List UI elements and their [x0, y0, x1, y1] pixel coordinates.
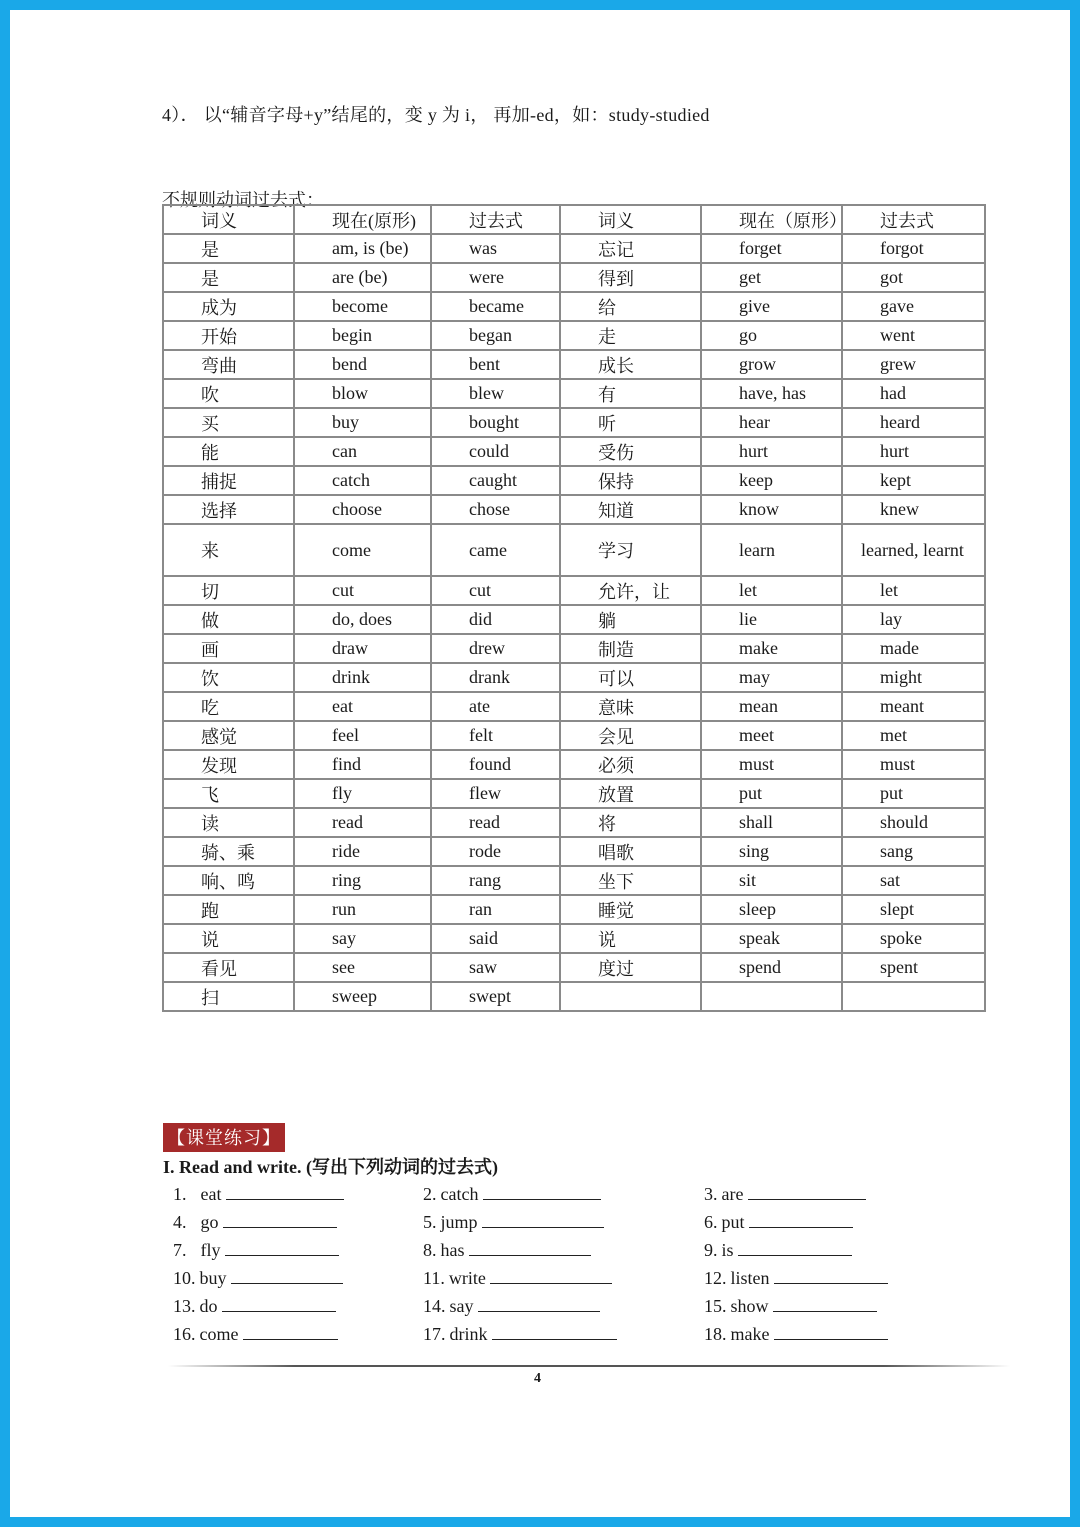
exercise-item — [173, 1323, 338, 1345]
table-cell: sit — [701, 866, 842, 895]
table-cell: should — [842, 808, 985, 837]
table-cell: 读 — [163, 808, 294, 837]
exercise-item-word: say — [449, 1296, 474, 1316]
exercise-item-word: show — [730, 1296, 769, 1316]
exercise-item-number: 13. — [173, 1296, 196, 1316]
table-cell: 来 — [163, 524, 294, 576]
table-cell: 给 — [560, 292, 701, 321]
table-cell: give — [701, 292, 842, 321]
table-cell: 看见 — [163, 953, 294, 982]
table-cell: 睡觉 — [560, 895, 701, 924]
table-cell: run — [294, 895, 431, 924]
answer-blank[interactable] — [223, 1211, 337, 1228]
table-cell: ran — [431, 895, 560, 924]
table-cell: 捕捉 — [163, 466, 294, 495]
exercise-item — [704, 1211, 853, 1233]
table-cell: 放置 — [560, 779, 701, 808]
exercise-item — [173, 1239, 339, 1261]
document-page — [10, 10, 1070, 1517]
exercise-item — [704, 1295, 877, 1317]
table-cell: 忘记 — [560, 234, 701, 263]
header-cell: 过去式 — [431, 205, 560, 234]
table-cell: 有 — [560, 379, 701, 408]
exercise-item — [173, 1295, 336, 1317]
table-cell: bought — [431, 408, 560, 437]
exercise-item-number: 10. — [173, 1268, 196, 1288]
irregular-verbs-table — [162, 204, 986, 1012]
table-row — [163, 234, 985, 263]
table-cell: speak — [701, 924, 842, 953]
table-cell: caught — [431, 466, 560, 495]
table-row — [163, 437, 985, 466]
exercise-item-number: 14. — [423, 1296, 446, 1316]
table-cell: 学习 — [560, 524, 701, 576]
exercise-item — [173, 1267, 343, 1289]
table-cell: 飞 — [163, 779, 294, 808]
table-cell: blew — [431, 379, 560, 408]
table-cell: learn — [701, 524, 842, 576]
table-cell: made — [842, 634, 985, 663]
table-cell: go — [701, 321, 842, 350]
table-cell: kept — [842, 466, 985, 495]
table-cell: know — [701, 495, 842, 524]
exercise-item-number: 8. — [423, 1240, 437, 1260]
exercise-item-word: go — [200, 1212, 219, 1232]
table-cell: 度过 — [560, 953, 701, 982]
exercise-item-number: 1. — [173, 1184, 187, 1204]
answer-blank[interactable] — [773, 1295, 877, 1312]
header-cell: 现在(原形) — [294, 205, 431, 234]
table-cell: lie — [701, 605, 842, 634]
table-cell: drank — [431, 663, 560, 692]
exercise-item — [423, 1267, 612, 1289]
answer-blank[interactable] — [478, 1295, 600, 1312]
table-cell: catch — [294, 466, 431, 495]
exercise-item-number: 9. — [704, 1240, 718, 1260]
table-cell: bent — [431, 350, 560, 379]
table-cell: forget — [701, 234, 842, 263]
table-cell: 选择 — [163, 495, 294, 524]
table-cell: keep — [701, 466, 842, 495]
table-row — [163, 350, 985, 379]
exercise-item-word: is — [721, 1240, 734, 1260]
exercise-item-word: put — [721, 1212, 745, 1232]
table-cell: say — [294, 924, 431, 953]
answer-blank[interactable] — [483, 1183, 601, 1200]
table-row — [163, 837, 985, 866]
table-row — [163, 408, 985, 437]
table-row — [163, 634, 985, 663]
exercise-item-word: eat — [200, 1184, 222, 1204]
exercise-item — [704, 1323, 888, 1345]
exercise-item — [704, 1239, 852, 1261]
table-cell: shall — [701, 808, 842, 837]
exercise-item-number: 15. — [704, 1296, 727, 1316]
exercise-title-cn: (写出下列动词的过去式) — [306, 1157, 498, 1177]
exercise-item-word: jump — [440, 1212, 478, 1232]
table-cell: 是 — [163, 263, 294, 292]
table-cell: begin — [294, 321, 431, 350]
exercise-item-word: catch — [440, 1184, 479, 1204]
table-cell: 做 — [163, 605, 294, 634]
table-cell: are (be) — [294, 263, 431, 292]
table-row — [163, 779, 985, 808]
table-cell: got — [842, 263, 985, 292]
table-cell: rang — [431, 866, 560, 895]
table-cell: eat — [294, 692, 431, 721]
table-cell: ate — [431, 692, 560, 721]
table-cell: can — [294, 437, 431, 466]
exercise-item-word: listen — [730, 1268, 770, 1288]
answer-blank[interactable] — [225, 1239, 339, 1256]
exercise-item-word: do — [199, 1296, 218, 1316]
exercise-item — [423, 1239, 591, 1261]
answer-blank[interactable] — [492, 1323, 617, 1340]
answer-blank[interactable] — [222, 1295, 336, 1312]
answer-blank[interactable] — [774, 1267, 888, 1284]
table-cell: 开始 — [163, 321, 294, 350]
table-cell: grew — [842, 350, 985, 379]
table-cell: came — [431, 524, 560, 576]
table-cell — [842, 982, 985, 1011]
exercise-item — [173, 1211, 337, 1233]
table-cell: 画 — [163, 634, 294, 663]
table-cell: 意味 — [560, 692, 701, 721]
answer-blank[interactable] — [469, 1239, 591, 1256]
table-cell: make — [701, 634, 842, 663]
table-cell: spoke — [842, 924, 985, 953]
table-row — [163, 524, 985, 576]
table-cell: learned, learnt — [842, 524, 985, 576]
exercise-item-number: 7. — [173, 1240, 187, 1260]
table-cell: may — [701, 663, 842, 692]
table-cell: 响、鸣 — [163, 866, 294, 895]
page-number: 4 — [534, 1371, 541, 1386]
table-cell: might — [842, 663, 985, 692]
table-cell: 吃 — [163, 692, 294, 721]
table-cell: drew — [431, 634, 560, 663]
table-cell: am, is (be) — [294, 234, 431, 263]
exercise-item — [704, 1183, 866, 1205]
table-cell — [560, 982, 701, 1011]
table-cell: let — [701, 576, 842, 605]
table-cell: lay — [842, 605, 985, 634]
table-cell: 饮 — [163, 663, 294, 692]
table-title: 不规则动词过去式： — [162, 190, 324, 210]
table-row — [163, 292, 985, 321]
table-cell: 发现 — [163, 750, 294, 779]
table-cell: blow — [294, 379, 431, 408]
exercise-item — [173, 1183, 344, 1205]
table-cell: come — [294, 524, 431, 576]
exercise-title-en: I. Read and write. — [163, 1157, 302, 1177]
table-cell: 可以 — [560, 663, 701, 692]
table-cell: chose — [431, 495, 560, 524]
table-cell: grow — [701, 350, 842, 379]
table-row — [163, 495, 985, 524]
table-row — [163, 750, 985, 779]
table-row — [163, 379, 985, 408]
table-cell: 会见 — [560, 721, 701, 750]
header-cell: 词义 — [163, 205, 294, 234]
table-cell: 走 — [560, 321, 701, 350]
table-row — [163, 895, 985, 924]
header-cell: 现在（原形） — [701, 205, 842, 234]
table-cell: 能 — [163, 437, 294, 466]
table-cell: was — [431, 234, 560, 263]
table-cell: ring — [294, 866, 431, 895]
table-header-row — [163, 205, 985, 234]
exercise-item-word: make — [730, 1324, 770, 1344]
table-cell: fly — [294, 779, 431, 808]
table-row — [163, 866, 985, 895]
exercise-item — [423, 1211, 604, 1233]
exercise-item-number: 16. — [173, 1324, 196, 1344]
footer-divider — [168, 1365, 1010, 1367]
table-cell: 受伤 — [560, 437, 701, 466]
answer-blank[interactable] — [490, 1267, 612, 1284]
table-cell: sleep — [701, 895, 842, 924]
answer-blank[interactable] — [774, 1323, 888, 1340]
table-cell: cut — [294, 576, 431, 605]
table-cell: became — [431, 292, 560, 321]
table-cell: spent — [842, 953, 985, 982]
exercise-item-number: 6. — [704, 1212, 718, 1232]
table-cell: 成长 — [560, 350, 701, 379]
exercise-title — [163, 1153, 498, 1179]
table-cell: mean — [701, 692, 842, 721]
rule-text: 4）． 以“辅音字母+y”结尾的，变 y 为 i， 再加-ed，如：study-studied — [162, 105, 710, 125]
table-cell: must — [842, 750, 985, 779]
answer-blank[interactable] — [226, 1183, 344, 1200]
exercise-item-word: buy — [199, 1268, 227, 1288]
table-cell: meant — [842, 692, 985, 721]
table-cell: 制造 — [560, 634, 701, 663]
table-cell: knew — [842, 495, 985, 524]
answer-blank[interactable] — [482, 1211, 604, 1228]
table-cell: put — [842, 779, 985, 808]
table-cell: were — [431, 263, 560, 292]
table-cell: ride — [294, 837, 431, 866]
exercise-item-word: come — [199, 1324, 239, 1344]
table-cell: sat — [842, 866, 985, 895]
table-cell: saw — [431, 953, 560, 982]
table-cell: draw — [294, 634, 431, 663]
header-cell: 词义 — [560, 205, 701, 234]
table-cell: 得到 — [560, 263, 701, 292]
table-cell: 听 — [560, 408, 701, 437]
table-cell — [701, 982, 842, 1011]
table-cell: meet — [701, 721, 842, 750]
exercise-item-word: drink — [449, 1324, 488, 1344]
table-cell: become — [294, 292, 431, 321]
table-cell: sweep — [294, 982, 431, 1011]
table-cell: have, has — [701, 379, 842, 408]
exercise-item-number: 2. — [423, 1184, 437, 1204]
table-cell: did — [431, 605, 560, 634]
table-cell: 必须 — [560, 750, 701, 779]
exercise-item-number: 12. — [704, 1268, 727, 1288]
table-cell: 说 — [163, 924, 294, 953]
table-row — [163, 466, 985, 495]
table-cell: hurt — [842, 437, 985, 466]
table-cell: 说 — [560, 924, 701, 953]
exercise-item — [423, 1183, 601, 1205]
table-cell: get — [701, 263, 842, 292]
table-row — [163, 263, 985, 292]
table-row — [163, 605, 985, 634]
exercise-item — [423, 1295, 600, 1317]
table-cell: 切 — [163, 576, 294, 605]
exercise-item-word: fly — [200, 1240, 221, 1260]
table-cell: felt — [431, 721, 560, 750]
table-cell: read — [294, 808, 431, 837]
table-row — [163, 663, 985, 692]
table-cell: went — [842, 321, 985, 350]
table-cell: bend — [294, 350, 431, 379]
table-cell: 知道 — [560, 495, 701, 524]
table-cell: 允许，让 — [560, 576, 701, 605]
answer-blank[interactable] — [749, 1211, 853, 1228]
table-cell: find — [294, 750, 431, 779]
table-cell: 保持 — [560, 466, 701, 495]
table-cell: see — [294, 953, 431, 982]
answer-blank[interactable] — [243, 1323, 338, 1340]
table-cell: feel — [294, 721, 431, 750]
table-cell: 扫 — [163, 982, 294, 1011]
table-cell: forgot — [842, 234, 985, 263]
table-cell: 成为 — [163, 292, 294, 321]
exercise-item-number: 17. — [423, 1324, 446, 1344]
exercise-item-number: 18. — [704, 1324, 727, 1344]
table-cell: swept — [431, 982, 560, 1011]
table-cell: buy — [294, 408, 431, 437]
table-cell: could — [431, 437, 560, 466]
table-cell: flew — [431, 779, 560, 808]
table-cell: do, does — [294, 605, 431, 634]
table-cell: found — [431, 750, 560, 779]
table-cell: 将 — [560, 808, 701, 837]
table-cell: spend — [701, 953, 842, 982]
table-cell: 坐下 — [560, 866, 701, 895]
table-row — [163, 721, 985, 750]
table-cell: heard — [842, 408, 985, 437]
table-cell: must — [701, 750, 842, 779]
table-row — [163, 808, 985, 837]
table-cell: 躺 — [560, 605, 701, 634]
section-tag: 【课堂练习】 — [163, 1123, 285, 1152]
table-cell: 骑、乘 — [163, 837, 294, 866]
exercise-item-word: write — [448, 1268, 486, 1288]
table-cell: had — [842, 379, 985, 408]
table-cell: choose — [294, 495, 431, 524]
exercise-item-word: has — [440, 1240, 465, 1260]
table-cell: drink — [294, 663, 431, 692]
table-cell: hurt — [701, 437, 842, 466]
table-cell: met — [842, 721, 985, 750]
table-cell: 唱歌 — [560, 837, 701, 866]
exercise-item-number: 5. — [423, 1212, 437, 1232]
table-cell: put — [701, 779, 842, 808]
answer-blank[interactable] — [748, 1183, 866, 1200]
table-cell: 弯曲 — [163, 350, 294, 379]
exercise-item-word: are — [721, 1184, 744, 1204]
table-cell: gave — [842, 292, 985, 321]
table-cell: 感觉 — [163, 721, 294, 750]
table-cell: 是 — [163, 234, 294, 263]
table-cell: hear — [701, 408, 842, 437]
table-row — [163, 692, 985, 721]
table-cell: slept — [842, 895, 985, 924]
exercise-item — [704, 1267, 888, 1289]
table-row — [163, 924, 985, 953]
table-cell: cut — [431, 576, 560, 605]
table-row — [163, 576, 985, 605]
table-cell: rode — [431, 837, 560, 866]
answer-blank[interactable] — [738, 1239, 852, 1256]
table-row — [163, 982, 985, 1011]
table-cell: 买 — [163, 408, 294, 437]
table-cell: let — [842, 576, 985, 605]
answer-blank[interactable] — [231, 1267, 343, 1284]
table-cell: 吹 — [163, 379, 294, 408]
header-cell: 过去式 — [842, 205, 985, 234]
table-cell: said — [431, 924, 560, 953]
table-row — [163, 953, 985, 982]
table-cell: sing — [701, 837, 842, 866]
exercise-item-number: 11. — [423, 1268, 445, 1288]
table-cell: sang — [842, 837, 985, 866]
exercise-item — [423, 1323, 617, 1345]
table-cell: read — [431, 808, 560, 837]
exercise-item-number: 4. — [173, 1212, 187, 1232]
table-cell: began — [431, 321, 560, 350]
table-row — [163, 321, 985, 350]
exercise-item-number: 3. — [704, 1184, 718, 1204]
table-cell: 跑 — [163, 895, 294, 924]
